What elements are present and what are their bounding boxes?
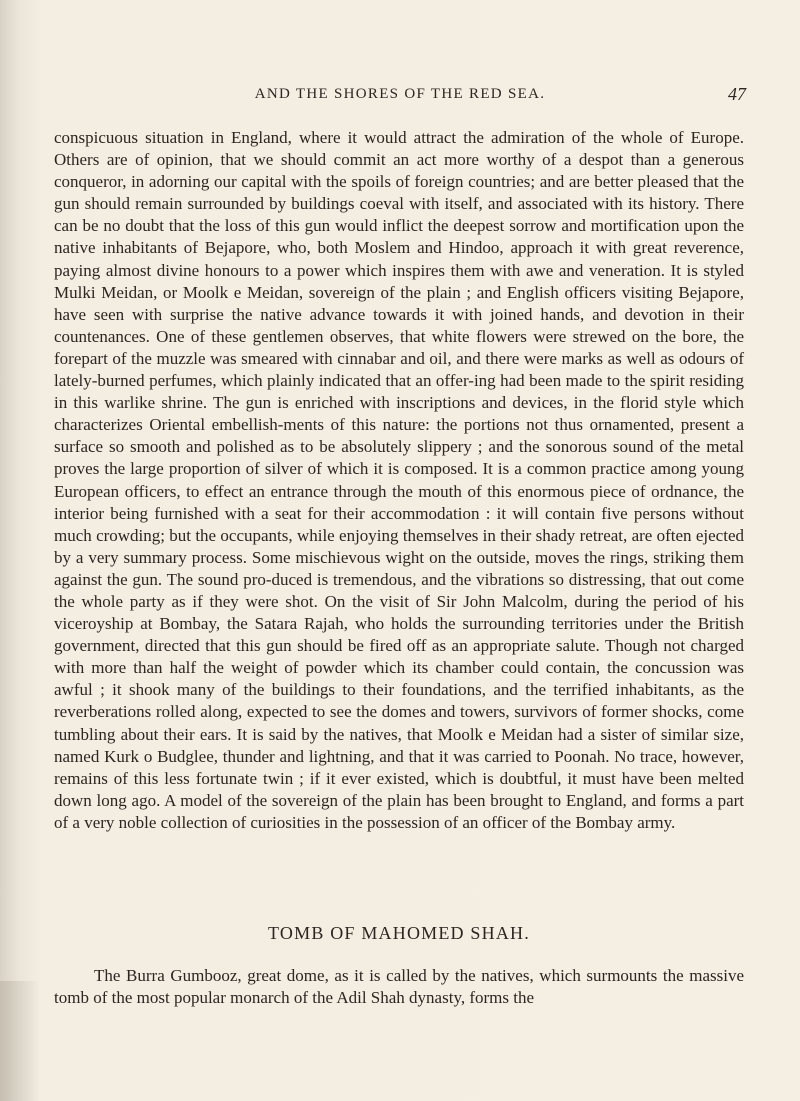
section-paragraph: The Burra Gumbooz, great dome, as it is called by the natives, which surmounts the massive tomb of the most popular monarch of the Adil Shah dynasty, forms the xyxy=(54,966,744,1008)
page-number: 47 xyxy=(728,84,746,104)
section-heading: TOMB OF MAHOMED SHAH. xyxy=(268,923,530,943)
paragraph: conspicuous situation in England, where it would attract the admiration of the whole of Europe. Others are of opinion, that we should commit an act more worthy of a despot than a generous conqueror, in adorning our capital with the spoils of foreign countries; and are better pleased that the gun should remain surrounded by buildings coeval with itself, and associated with its history. There can be no doubt that the loss of this gun would inflict the deepest sorrow and mortification upon the native inhabitants of Bejapore, who, both Moslem and Hindoo, approach it with great reverence, paying almost divine honours to a power which inspires them with awe and veneration. It is styled Mulki Meidan, or Moolk e Meidan, sovereign of the plain ; and English officers visiting Bejapore, have seen with surprise the native advance towards it with joined hands, and devotion in their countenances. One of these gentlemen observes, that white flowers were strewed on the bore, the forepart of the muzzle was smeared with cinnabar and oil, and there were marks as well as odours of lately-burned perfumes, which plainly indicated that an offer-ing had been made to the spirit residing in this warlike shrine. The gun is enriched with inscriptions and devices, in the florid style which characterizes Oriental embellish-ments of this nature: the portions not thus ornamented, present a surface so smooth and polished as to be absolutely slippery ; and the sonorous sound of the metal proves the large proportion of silver of which it is composed. It is a common practice among young European officers, to effect an entrance through the mouth of this enormous piece of ordnance, the interior being furnished with a seat for their accommodation : it will contain five persons without much crowding; but the occupants, while enjoying themselves in their shady retreat, are often ejected by a very summary process. Some mischievous wight on the outside, moves the rings, striking them against the gun. The sound pro-duced is tremendous, and the vibrations so distressing, that out come the whole party as if they were shot. On the visit of Sir John Malcolm, during the period of his viceroyship at Bombay, the Satara Rajah, who holds the surrounding territories under the British government, directed that this gun should be fired off as an appropriate salute. Though not charged with more than half the weight of powder which its chamber could contain, the concussion was awful ; it shook many of the buildings to their foundations, and the terrified inhabitants, as the reverberations rolled along, expected to see the domes and towers, survivors of former shocks, come tumbling about their ears. It is said by the natives, that Moolk e Meidan had a sister of similar size, named Kurk o Budglee, thunder and lightning, and that it was carried to Poonah. No trace, however, remains of this less fortunate twin ; if it ever existed, which is doubtful, it must have been melted down long ago. A model of the sovereign of the plain has been brought to England, and forms a part of a very noble collection of curiosities in the possession of an officer of the Bombay army. xyxy=(54,128,744,832)
running-head xyxy=(60,84,746,110)
running-title: AND THE SHORES OF THE RED SEA. xyxy=(254,86,546,102)
main-text-block xyxy=(54,127,744,834)
section-text-block xyxy=(54,965,744,1009)
page-corner-shadow xyxy=(0,981,40,1101)
